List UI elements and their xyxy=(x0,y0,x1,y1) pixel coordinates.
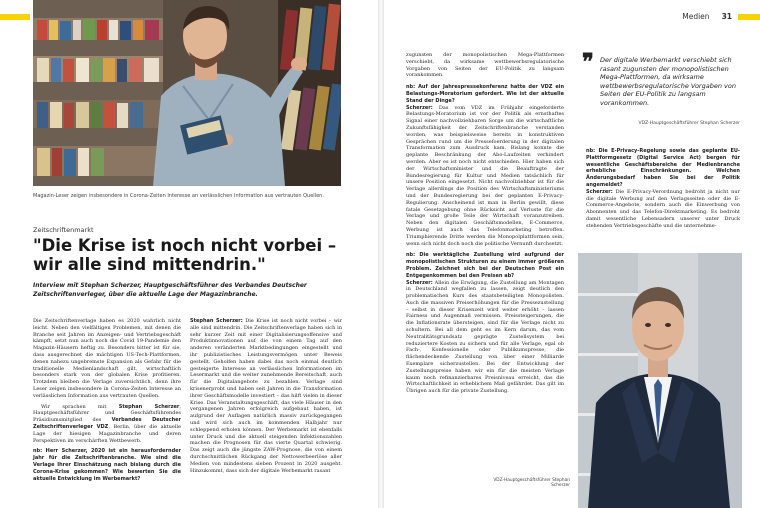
answer xyxy=(406,280,564,396)
question-text: Herr Scherzer, 2020 ist ein herausfordernder Jahr für die Zeitschriftenbranche. Wie sind die Verlage Ihrer Einschätzung nach bislang durch die Corona-Krise gekommen? Wie bewerten Sie die aktuelle Entwicklung im Werbemarkt? xyxy=(33,448,181,482)
speaker-label: nb: xyxy=(586,148,596,154)
text-span: , Berlin, über die aktuelle Lage der hiesigen Magazinbranche und deren Perspektiven im verschärften Wettbewerb. xyxy=(33,423,181,444)
answer-text: Die Krise ist noch nicht vorbei – wir alle sind mittendrin. Die Zeitschriftenverlage haben sich in sehr kurzer Zeit mit einer Digitalisierungsoffensive und Produktinnovationen auf die von einem Tag auf den anderen veränderten Marktbedingungen eingestellt und ihr publizistisches Leistungsvermögen unter Beweis gestellt. Geholfen haben dabei das noch einmal deutlich gesteigerte Interesse an verlässlichen Informationen im Lesermarkt und die weiter zunehmende Bereitschaft, auch für die Digitalangebote zu bezahlen. Verlage sind krisenerprobt und haben seit Jahren in die Transformation ihrer Geschäftsmodelle investiert – das hilft vielen in dieser Krise. Das Veranstaltungsgeschäft, das viele Häuser in den vergangenen Jahren erfolgreich aufgebaut haben, ist aufgrund der Auflagen natürlich massiv zurückgegangen und wird sich auch im kommenden Halbjahr nur schleppend erholen können. Der Werbemarkt ist ebenfalls unter Druck und die aktuell steigenden Infektionszahlen machen die Prognosen für das vierte Quartal schwierig. Das zeigt auch die jüngste ZAW-Prognose, die von einem durchschnittlichen Rückgang der Nettowerbeerlöse aller Medien von mindestens sieben Prozent in 2020 ausgeht. Hinzukommt, dass sich der digitale Werbemarkt rasant xyxy=(190,318,342,474)
accent-stripe-left xyxy=(0,14,30,20)
person-name: Stephan Scherzer xyxy=(118,403,180,410)
question xyxy=(586,148,740,189)
speaker-label: Scherzer: xyxy=(406,279,433,286)
photo-caption-right: VDZ-Hauptgeschäftsführer Stephan Scherzer xyxy=(493,478,570,488)
accent-stripe-right xyxy=(738,14,760,20)
quote-mark-icon: ❞ xyxy=(582,49,594,75)
article-intro: Interview mit Stephan Scherzer, Hauptgeschäftsführer des Verbandes Deutscher Zeitschriftenverleger, über die aktuelle Lage der Magazinbranche. xyxy=(33,282,307,298)
bookshelf-illustration xyxy=(33,0,341,186)
page-gutter xyxy=(378,0,384,508)
question xyxy=(33,448,181,482)
headline-line-2: wir alle sind mittendrin." xyxy=(33,255,266,274)
photo-caption-left: Magazin-Leser zeigen insbesondere in Corona-Zeiten Interesse an verlässlichen Information aus vertrauten Quellen. xyxy=(33,193,324,199)
article-headline xyxy=(33,236,353,274)
pull-quote-source: VDZ-Hauptgeschäftsführer Stephan Scherzer xyxy=(638,121,740,126)
portrait-illustration xyxy=(578,253,742,508)
rubric-label: Zeitschriftenmarkt xyxy=(33,226,94,234)
paragraph: zugunsten der monopolistischen Mega-Plattformen verschiebt, da wirksame wettbewerbsregulatorische Vorgaben von Seiten der EU-Politik zu langsam vorankommen. xyxy=(406,52,564,79)
answer xyxy=(406,105,564,248)
answer xyxy=(586,189,740,230)
organization-name: Verbandes Deutscher Zeitschriftenverleger VDZ xyxy=(33,417,181,430)
page-number: 31 xyxy=(721,12,732,21)
magazine-reader-photo xyxy=(33,0,341,186)
text-column-3 xyxy=(406,52,564,395)
answer-text: Die E-Privacy-Verordnung bedroht ja nicht nur die digitale Werbung auf den Verlagsseiten oder die E-Commerce-Angebote, sondern auch die Einwerbung von Abonnenten und das Telefon-Direktmarketing. Es bedroht damit wesentliche Lebensadern unserer unter Druck stehenden Vertriebsgeschäfte und die unternehme- xyxy=(586,188,740,229)
speaker-label: Scherzer: xyxy=(586,188,613,195)
speaker-label: nb: xyxy=(33,448,43,455)
speaker-label: Stephan Scherzer: xyxy=(190,318,243,324)
speaker-label: Scherzer: xyxy=(406,104,433,111)
text-column-2 xyxy=(190,318,342,474)
text-column-4 xyxy=(586,148,740,230)
speaker-label: nb: xyxy=(406,84,416,91)
answer xyxy=(190,318,342,474)
question-text: Die E-Privacy-Regelung sowie das geplante EU-Plattformgesetz (Digital Service Act) bergen für wesentliche Geschäftsbereiche der Medienbranche erhebliche Einschränkungen. Welchen Änderungsbedarf haben Sie bei der Politik angemeldet? xyxy=(586,148,740,188)
headline-line-1: "Die Krise ist noch nicht vorbei – xyxy=(33,236,337,255)
question-text: Die werktägliche Zustellung wird aufgrund der monopolistischen Strukturen zu einem immer größeren Problem. Zeichnet sich bei der Deutschen Post ein Entgegenkommen bei den Preisen ab? xyxy=(406,252,564,279)
text-span: , Hauptgeschäftsführer und Geschäftsführendes Präsidiumsmitglied des xyxy=(33,403,181,424)
question xyxy=(406,252,564,279)
pull-quote: Der digitale Werbemarkt verschiebt sich rasant zugunsten der monopolistischen Mega-Plattformen, da wirksame wettbewerbsregulatorische Vorgaben von Seiten der EU-Politik zu langsam vorankommen. xyxy=(600,56,736,107)
page-header xyxy=(682,12,732,21)
paragraph xyxy=(33,404,181,445)
answer-text: Allein die Erwägung, die Zustellung am Montagen in Deutschland wegfallen zu lassen, zeigt deutlich den problematischen Kurs des staatsbeteiligten Monopolisten. Auch die massiven Preiserhöhungen für die Pressezustellung – selbst in dieser Krisenzeit wird weiter erhöht – lassen Fairness und Augenmaß vermissen. Preissteigerungen, die die Inflationsrate übersteigen, sind für die Verlage nicht zu schultern. Bei all dem geht es im Kern darum, das vom Neutralitätsgrundsatz geprägte Zustellsystem bei reduziertere Kosten zu sichern und für alle Verlage, egal ob Fach-, Konfessionelle oder Publikumspresse, die flächendeckende Zustellung von über einer Milliarde Exemplare sicherzustellen. Bei der Entwicklung der Zustellungspreise haben wir ein für die meisten Verlage kaum noch refinanzierbares Preisniveau erreicht, das die Wirtschaftlichkeit in erheblichem Maß gefährdet. Das gilt im Übrigen auch für die private Zustellung. xyxy=(406,279,564,395)
answer-text: Das vom VDZ im Frühjahr eingeforderte Belastungs-Moratorium ist vor der Politik als ernsthaftes Signal einer nachvollziehbaren Sorge um die wirtschaftliche Zukunftsfähigkeit der Zeitschriftenbranche verstanden worden, was beispielsweise bereits in konstruktiven Gesprächen rund um die Pressefoerderung in der digitalen Transformation zum Ausdruck kam. Bislang konnte die geplante Beschränkung der Abo-Laufzeiten verhindert werden. Aber es ist noch nicht entschieden. Hier haben sich der Wirtschaftsminister und die Beauftragte der Bundesregierung für Kultur und Medien tatsächlich für unsere Position eingesetzt. Nicht nachvollziehbar ist für die Verlage allerdings die Position des Wirtschaftsministeriums und der Bundesregierung bei der geplanten E-Privacy-Regulierung. Anscheinend ist man in Berlin gewillt, diese fatale Gesetzgebung ohne Rücksicht auf Verluste für die Verlage und große Teile der Wirtschaft voranzutreiben. Neben den digitalen Geschäftsmodellen, E-Commerce, Werbung ist auch das Telefonmarketing betroffen. Triumphierende Dritte werden die Monopolplattformen sein, wenn sich nicht doch noch die politische Vernunft durchsetzt. xyxy=(406,104,564,247)
portrait-photo xyxy=(578,253,742,508)
speaker-label: nb: xyxy=(406,252,416,259)
text-span: Wir sprachen mit xyxy=(41,403,119,410)
section-label: Medien xyxy=(682,12,710,21)
question xyxy=(406,84,564,104)
paragraph: Die Zeitschriftenverlage haben es 2020 wahrlich nicht leicht. Neben den vielfältigen Problemen, mit denen die Branche seit Jahren im Anzeigen- und Vertriebsgeschäft kämpft, setzt nun auch noch die Covid 19-Pandemie den Magazin-Häusern heftig zu. Besonders bitter ist für sie, dass ausgerechnet die mächtigen US-Tech-Plattformen, denen nahezu ungebremste Expansion als Gefahr für die traditionelle Medienlandschaft gilt, wirtschaftlich besonders stark von der globalen Krise profitieren. Trotzdem bleiben die Verlage zuversichtlich, denn ihre Leser zeigen insbesondere in Corona-Zeiten Interesse an verlässlichen Information aus vertrauten Quellen. xyxy=(33,318,181,399)
question-text: Auf der Jahrespressekonferenz hatte der VDZ ein Belastungs-Moratorium gefordert. Wie ist der aktuelle Stand der Dinge? xyxy=(406,84,564,104)
text-column-1 xyxy=(33,318,181,482)
